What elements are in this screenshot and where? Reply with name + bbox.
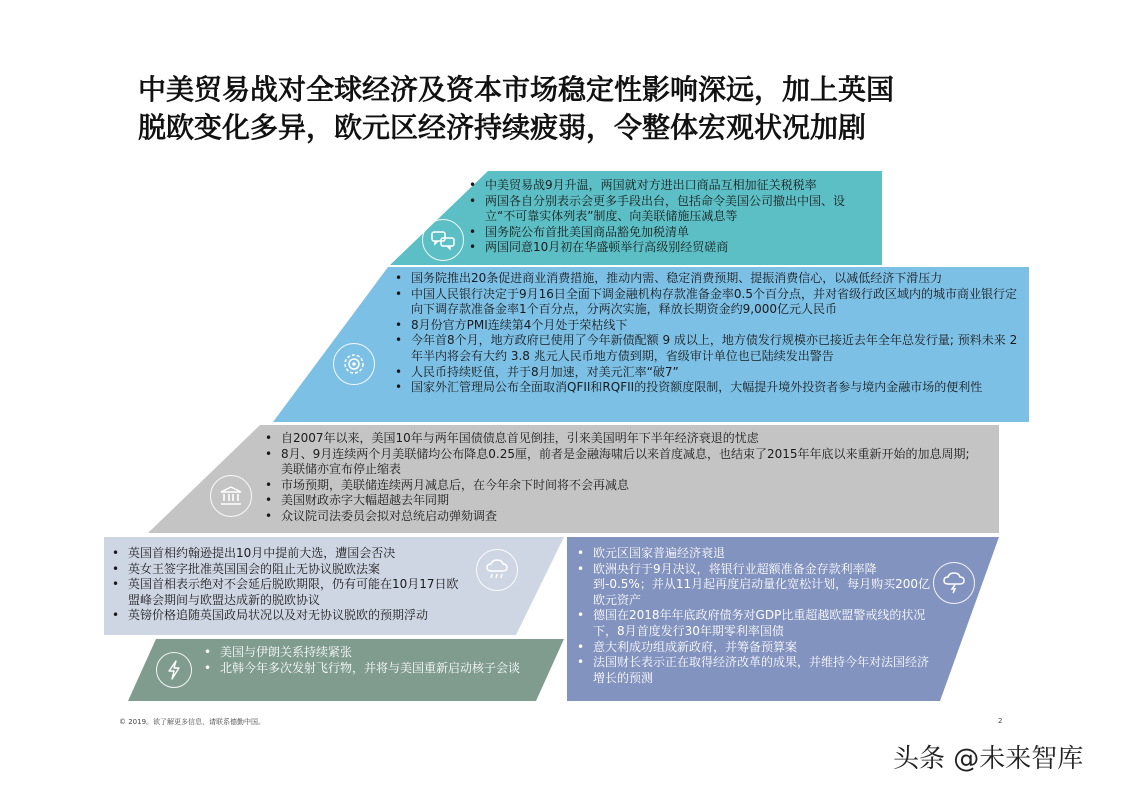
chat-bubbles-icon [422, 219, 464, 261]
list-item: • 英国首相表示绝对不会延后脱欧期限，仍有可能在10月17日欧盟峰会期间与欧盟达成新的脱欧协议 [108, 577, 468, 608]
list-item: • 德国在2018年年底政府债务对GDP比重超越欧盟警戒线的状况下，8月首度发行30年期零利率国债 [573, 608, 935, 639]
list-item: • 英国首相约翰逊提出10月中提前大选，遭国会否决 [108, 546, 468, 562]
title-line-1: 中美贸易战对全球经济及资本市场稳定性影响深远，加上英国 [138, 73, 895, 106]
trade-war-list [465, 178, 875, 256]
list-item: • 自2007年以来，美国10年与两年国债债息首见倒挂，引来美国明年下半年经济衰退的忧虑 [261, 431, 981, 447]
eurozone-list [573, 546, 935, 686]
usa-panel [148, 425, 999, 533]
list-item: • 8月份官方PMI连续第4个月处于荣枯线下 [391, 318, 1021, 334]
list-item: • 欧洲央行于9月决议，将银行业超额准备金存款利率降到-0.5%；并从11月起再度启动量化宽松计划，每月购买200亿欧元资产 [573, 562, 935, 609]
page-title [138, 71, 1038, 147]
list-item: • 法国财长表示正在取得经济改革的成果，并维持今年对法国经济增长的预测 [573, 655, 935, 686]
uk-panel [104, 537, 564, 635]
list-item: • 今年首8个月，地方政府已使用了今年新债配额 9 成以上，地方债发行规模亦已接近去年全年总发行量; 预料未来 2 年半内将会有大约 3.8 兆元人民币地方债到期，省级审计单位也已陆续发出警告 [391, 333, 1021, 364]
list-item: • 英女王签字批准英国国会的阻止无协议脱欧法案 [108, 562, 468, 578]
list-item: • 国务院公布首批美国商品豁免加税清单 [465, 225, 875, 241]
list-item: • 国家外汇管理局公布全面取消QFII和RQFII的投资额度限制，大幅提升境外投资者参与境内金融市场的便利性 [391, 380, 1021, 396]
watermark: 头条 @未来智库 [893, 744, 1084, 774]
geopolitics-list [200, 645, 540, 676]
list-item: • 中国人民银行决定于9月16日全面下调金融机构存款准备金率0.5个百分点，并对省级行政区域内的城市商业银行定向下调存款准备金率1个百分点，分两次实施，释放长期资金约9,000亿元人民币 [391, 287, 1021, 318]
list-item: • 人民币持续贬值，并于8月加速，对美元汇率“破7” [391, 365, 1021, 381]
usa-list [261, 431, 981, 525]
storm-cloud-icon [933, 562, 975, 604]
china-panel [273, 267, 1029, 422]
list-item: • 8月、9月连续两个月美联储均公布降息0.25厘，前者是金融海啸后以来首度减息，也结束了2015年年底以来重新开始的加息周期; 美联储亦宣布停止缩表 [261, 447, 981, 478]
china-list [391, 271, 1021, 396]
list-item: • 北韩今年多次发射飞行物，并将与美国重新启动核子会谈 [200, 661, 540, 677]
list-item: • 中美贸易战9月升温，两国就对方进出口商品互相加征关税税率 [465, 178, 875, 194]
list-item: • 英镑价格追随英国政局状况以及对无协议脱欧的预期浮动 [108, 608, 468, 624]
bank-building-icon [210, 475, 252, 517]
trade-war-panel [390, 171, 882, 265]
uk-list [108, 546, 468, 624]
list-item: • 众议院司法委员会拟对总统启动弹劾调查 [261, 509, 981, 525]
eurozone-panel [567, 537, 999, 701]
target-gear-icon [333, 343, 375, 385]
list-item: • 意大利成功组成新政府，并筹备预算案 [573, 640, 935, 656]
title-line-2: 脱欧变化多异，欧元区经济持续疲弱，令整体宏观状况加剧 [138, 111, 867, 144]
copyright-footer: © 2019。欲了解更多信息，请联系德勤中国。 [119, 718, 266, 726]
list-item: • 国务院推出20条促进商业消费措施，推动内需、稳定消费预期、提振消费信心，以减低经济下滑压力 [391, 271, 1021, 287]
list-item: • 欧元区国家普遍经济衰退 [573, 546, 935, 562]
list-item: • 美国财政赤字大幅超越去年同期 [261, 493, 981, 509]
lightning-icon [156, 652, 192, 688]
page-number: 2 [998, 717, 1003, 725]
list-item: • 两国各自分别表示会更多手段出台，包括命令美国公司撤出中国、设立“不可靠实体列表”制度、向美联储施压减息等 [465, 194, 875, 225]
list-item: • 两国同意10月初在华盛顿举行高级别经贸磋商 [465, 240, 875, 256]
rain-cloud-icon [476, 549, 518, 591]
list-item: • 美国与伊朗关系持续紧张 [200, 645, 540, 661]
geopolitics-panel [128, 639, 564, 701]
list-item: • 市场预期，美联储连续两月减息后，在今年余下时间将不会再减息 [261, 478, 981, 494]
